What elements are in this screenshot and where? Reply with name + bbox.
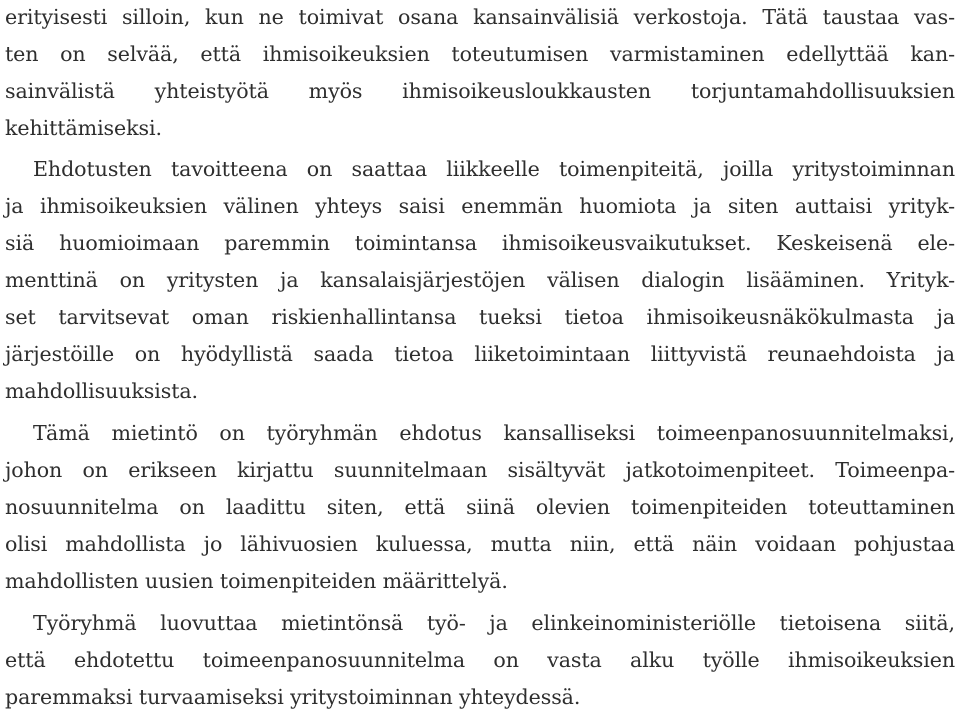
text-line: kehittämiseksi. xyxy=(5,116,162,140)
text-line: paremmaksi turvaamiseksi yritystoiminnan yhteydessä. xyxy=(5,685,581,709)
paragraph-first-line: Tämä mietintö on työryhmän ehdotus kansalliseksi toimeenpanosuunnitelmaksi, xyxy=(33,421,955,445)
text-line: johon on erikseen kirjattu suunnitelmaan sisältyvät jatkotoimenpiteet. Toimeenpa- xyxy=(5,458,955,482)
text-line: ten on selvää, että ihmisoikeuksien toteutumisen varmistaminen edellyttää kan- xyxy=(5,42,955,66)
text-line: siä huomioimaan paremmin toimintansa ihmisoikeusvaikutukset. Keskeisenä ele- xyxy=(5,231,955,255)
paragraph-first-line: Työryhmä luovuttaa mietintönsä työ- ja elinkeinoministeriölle tietoisena siitä, xyxy=(33,611,955,635)
paragraph-first-line: Ehdotusten tavoitteena on saattaa liikkeelle toimenpiteitä, joilla yritystoiminnan xyxy=(33,157,955,181)
text-line: että ehdotettu toimeenpanosuunnitelma on vasta alku työlle ihmisoikeuksien xyxy=(5,648,955,672)
text-line: ja ihmisoikeuksien välinen yhteys saisi enemmän huomiota ja siten auttaisi yrityk- xyxy=(5,194,955,218)
text-line: erityisesti silloin, kun ne toimivat osana kansainvälisiä verkostoja. Tätä taustaa vas- xyxy=(5,5,955,29)
text-line: sainvälistä yhteistyötä myös ihmisoikeusloukkausten torjuntamahdollisuuksien xyxy=(5,79,955,103)
text-line: järjestöille on hyödyllistä saada tietoa liiketoimintaan liittyvistä reunaehdoista ja xyxy=(5,342,955,366)
text-line: menttinä on yritysten ja kansalaisjärjestöjen välisen dialogin lisääminen. Yrityk- xyxy=(5,268,955,292)
text-line: mahdollisten uusien toimenpiteiden määrittelyä. xyxy=(5,569,508,593)
text-line: set tarvitsevat oman riskienhallintansa tueksi tietoa ihmisoikeusnäkökulmasta ja xyxy=(5,305,955,329)
text-line: mahdollisuuksista. xyxy=(5,379,199,403)
text-line: olisi mahdollista jo lähivuosien kuluessa, mutta niin, että näin voidaan pohjustaa xyxy=(5,532,955,556)
text-line: nosuunnitelma on laadittu siten, että siinä olevien toimenpiteiden toteuttaminen xyxy=(5,495,955,519)
